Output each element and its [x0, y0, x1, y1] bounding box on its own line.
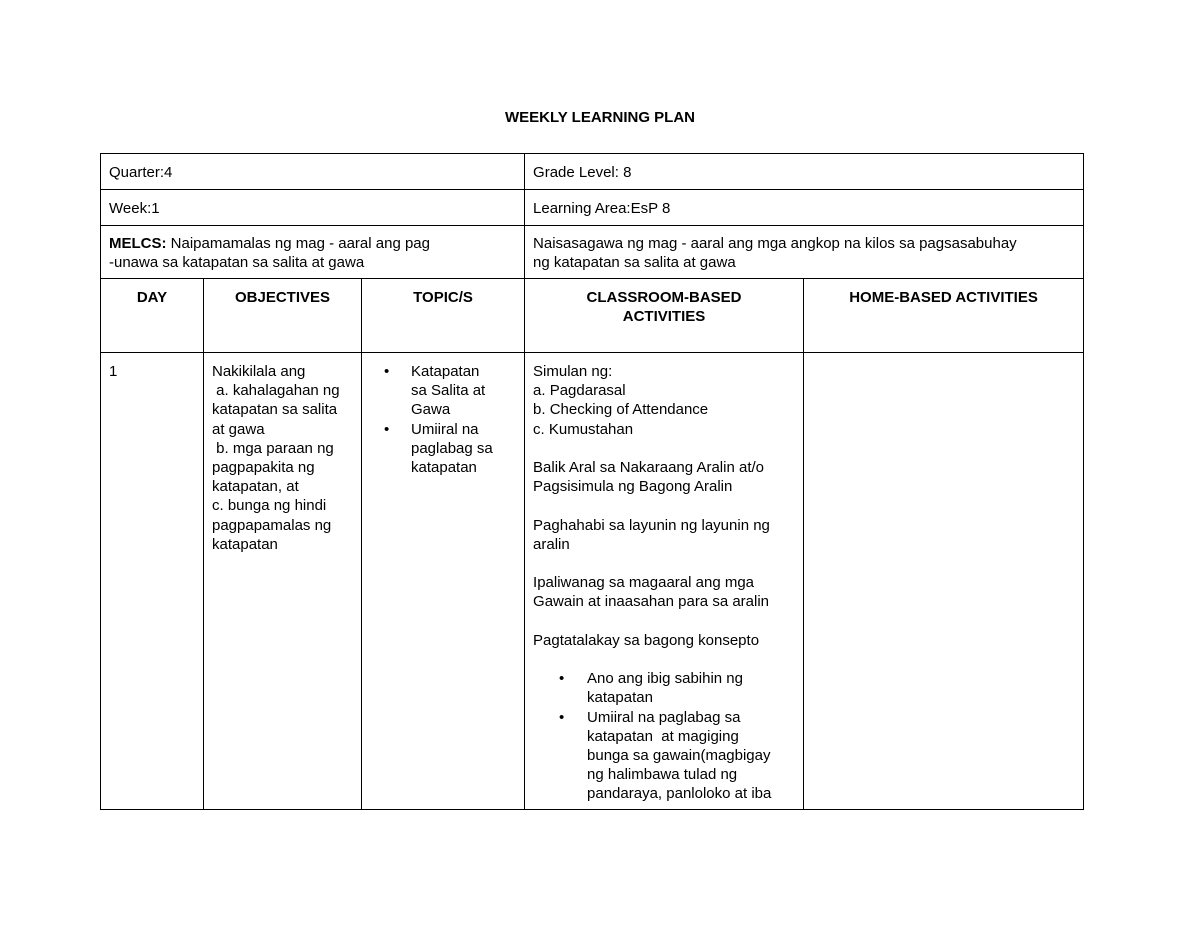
activity-line: Gawain at inaasahan para sa aralin — [533, 593, 770, 611]
grade-level-cell: Grade Level: 8 — [525, 154, 1084, 190]
concept-item — [533, 708, 795, 804]
objective-line: Nakikilala ang — [212, 363, 306, 380]
concept-line: pandaraya, panloloko at iba — [587, 785, 772, 803]
melcs-left-text-1: Naipamamalas ng mag - aaral ang pag — [166, 235, 430, 252]
concept-line: bunga sa gawain(magbigay — [587, 746, 771, 764]
topics-cell — [362, 353, 525, 810]
topic-line: katapatan — [411, 459, 477, 477]
concept-line: katapatan at magiging — [587, 727, 739, 745]
activity-line: Pagtatalakay sa bagong konsepto — [533, 631, 760, 649]
melcs-right-text-1: Naisasagawa ng mag - aaral ang mga angkop na kilos sa pagsasabuhay — [533, 235, 1017, 252]
activity-line: aralin — [533, 535, 570, 553]
concept-line: ng halimbawa tulad ng — [587, 766, 738, 784]
concept-line: • Umiiral na paglabag sa — [587, 708, 741, 726]
activity-line: b. Checking of Attendance — [533, 401, 709, 419]
activity-line: Ipaliwanag sa magaaral ang mga — [533, 574, 755, 592]
weekly-learning-plan-table — [100, 153, 1084, 810]
melcs-label: MELCS: — [109, 235, 167, 252]
topics-list — [358, 362, 516, 477]
topic-line: Gawa — [411, 401, 451, 419]
concept-line: • Ano ang ibig sabihin ng — [587, 670, 743, 688]
melcs-left-text-2: -unawa sa katapatan sa salita at gawa — [109, 254, 365, 272]
objective-line: katapatan sa salita — [212, 401, 338, 419]
melcs-right-cell — [525, 226, 1084, 279]
column-header-row — [101, 279, 1084, 353]
quarter-row — [101, 154, 1084, 190]
objective-line: katapatan — [212, 535, 278, 553]
activity-line: c. Kumustahan — [533, 420, 634, 438]
col-header-home: HOME-BASED ACTIVITIES — [804, 279, 1084, 353]
melcs-row — [101, 226, 1084, 279]
objective-line: katapatan, at — [212, 478, 299, 496]
topic-line: sa Salita at — [411, 382, 486, 400]
learning-area-cell: Learning Area:EsP 8 — [525, 190, 1084, 226]
home-activities-cell — [804, 353, 1084, 810]
col-header-objectives: OBJECTIVES — [204, 279, 362, 353]
activity-line: Simulan ng: — [533, 363, 613, 380]
col-header-topics: TOPIC/S — [362, 279, 525, 353]
topic-line: • Umiiral na — [411, 420, 479, 438]
objectives-cell — [204, 353, 362, 810]
objective-line: pagpapamalas ng — [212, 516, 332, 534]
quarter-cell: Quarter:4 — [101, 154, 525, 190]
col-header-classroom — [525, 279, 804, 353]
week-row — [101, 190, 1084, 226]
concept-line: katapatan — [587, 689, 653, 707]
concept-list — [533, 669, 795, 803]
activity-line: a. Pagdarasal — [533, 382, 626, 400]
activity-line: Pagsisimula ng Bagong Aralin — [533, 478, 733, 496]
classroom-activities-cell — [525, 353, 804, 810]
day-1-row — [101, 353, 1084, 810]
topic-item — [358, 362, 516, 420]
col-header-classroom-line2: ACTIVITIES — [622, 308, 706, 326]
topic-item — [358, 420, 516, 478]
melcs-left-cell — [101, 226, 525, 279]
concept-item — [533, 669, 795, 707]
objective-line: a. kahalagahan ng — [212, 382, 340, 400]
col-header-classroom-line1: CLASSROOM-BASED — [586, 289, 742, 306]
week-cell: Week:1 — [101, 190, 525, 226]
day-number-cell: 1 — [101, 353, 204, 810]
melcs-right-text-2: ng katapatan sa salita at gawa — [533, 254, 736, 272]
objective-line: pagpapakita ng — [212, 459, 315, 477]
activity-line: Balik Aral sa Nakaraang Aralin at/o — [533, 459, 764, 476]
objective-line: c. bunga ng hindi — [212, 497, 327, 515]
topic-line: • Katapatan — [411, 363, 480, 380]
topic-line: paglabag sa — [411, 439, 493, 457]
objective-line: at gawa — [212, 420, 265, 438]
page-title: WEEKLY LEARNING PLAN — [504, 109, 696, 126]
col-header-day: DAY — [101, 279, 204, 353]
objective-line: b. mga paraan ng — [212, 439, 334, 457]
activity-line: Paghahabi sa layunin ng layunin ng — [533, 516, 770, 534]
